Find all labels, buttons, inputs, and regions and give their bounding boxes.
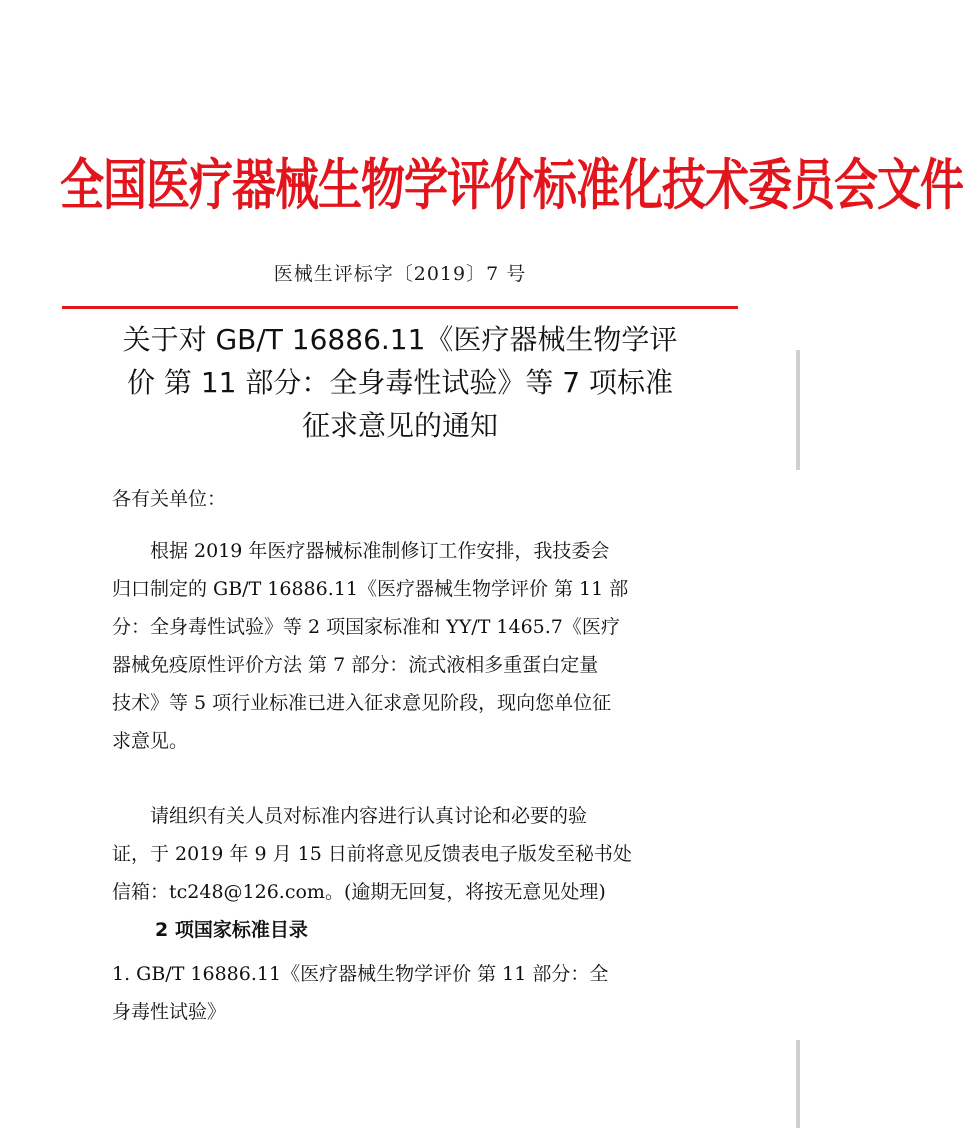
- list-item-line: 身毒性试验》: [112, 1001, 227, 1023]
- paragraph-line: 请组织有关人员对标准内容进行认真讨论和必要的验: [112, 805, 588, 827]
- issuer-title: 全国医疗器械生物学评价标准化技术委员会文件: [60, 153, 963, 218]
- red-divider: [62, 306, 738, 309]
- subject-line: 征求意见的通知: [301, 409, 498, 442]
- paragraph-request: [112, 797, 690, 911]
- scan-edge-mark: [796, 350, 800, 470]
- list-item-line: 1. GB/T 16886.11《医疗器械生物学评价 第 11 部分：全: [112, 963, 609, 985]
- salutation: 各有关单位：: [112, 488, 227, 510]
- notice-subject: [100, 318, 700, 447]
- paragraph-line: 求意见。: [112, 730, 189, 752]
- standard-list-item: [112, 955, 690, 1031]
- paragraph-line: 证，于 2019 年 9 月 15 日前将意见反馈表电子版发至秘书处: [112, 843, 632, 865]
- paragraph-intro: [112, 532, 690, 760]
- paragraph-line: 归口制定的 GB/T 16886.11《医疗器械生物学评价 第 11 部: [112, 578, 629, 600]
- paragraph-line: 根据 2019 年医疗器械标准制修订工作安排，我技委会: [112, 540, 610, 562]
- paragraph-line: 分：全身毒性试验》等 2 项国家标准和 YY/T 1465.7《医疗: [112, 616, 620, 638]
- paragraph-line: 技术》等 5 项行业标准已进入征求意见阶段，现向您单位征: [112, 692, 612, 714]
- document-number: 医械生评标字〔2019〕7 号: [273, 263, 527, 285]
- scan-edge-mark: [796, 1040, 800, 1128]
- section-heading: 2 项国家标准目录: [155, 919, 308, 941]
- paragraph-line: 器械免疫原性评价方法 第 7 部分：流式液相多重蛋白定量: [112, 654, 599, 676]
- paragraph-line: 信箱：tc248@126.com。(逾期无回复，将按无意见处理): [112, 881, 606, 903]
- subject-line: 价 第 11 部分：全身毒性试验》等 7 项标准: [127, 366, 673, 399]
- subject-line: 关于对 GB/T 16886.11《医疗器械生物学评: [122, 323, 678, 356]
